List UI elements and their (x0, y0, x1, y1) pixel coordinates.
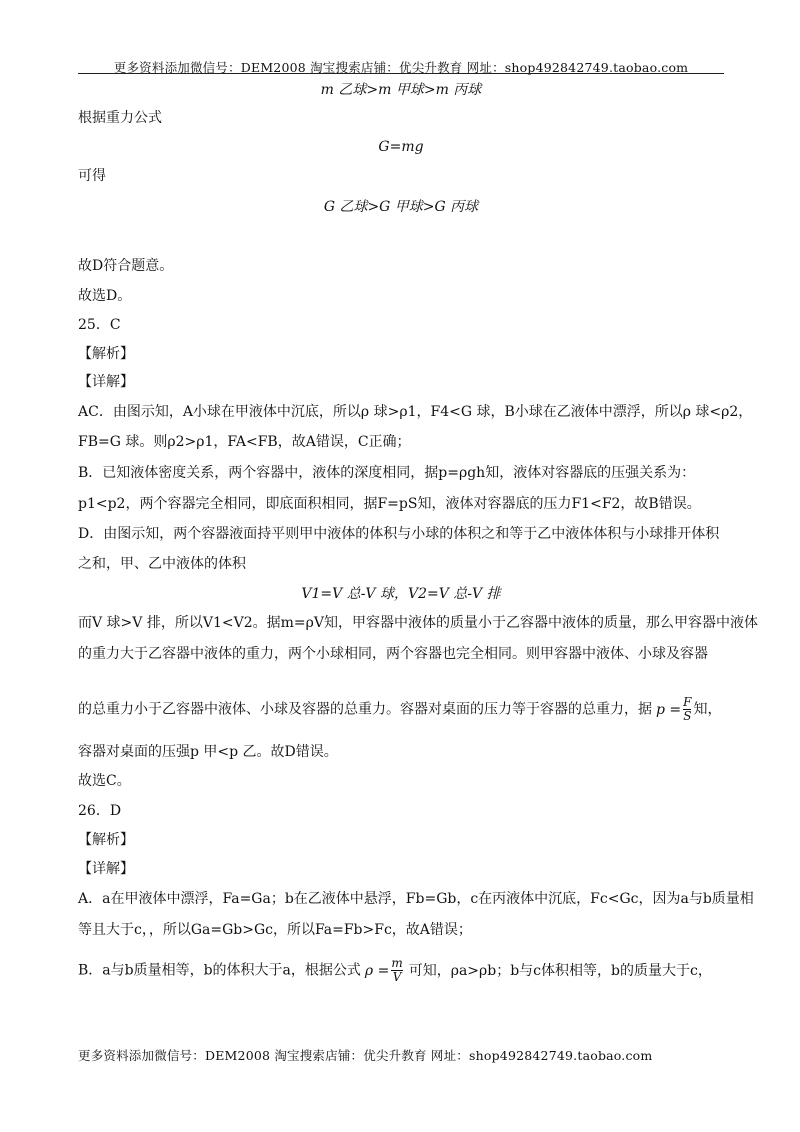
fraction-numerator: m (391, 956, 403, 970)
pressure-symbol: p = (656, 701, 682, 718)
page-header: 更多资料添加微信号：DEM2008 淘宝搜索店铺：优尖升教育 网址：shop492842749.taobao.com (113, 60, 689, 75)
text-line-with-formula (78, 696, 724, 723)
text-line-with-formula (78, 957, 724, 984)
fraction-denominator: S (683, 709, 692, 723)
text-line: 故D符合题意。 (78, 258, 174, 274)
text-segment: 的总重力小于乙容器中液体、小球及容器的总重力。容器对桌面的压力等于容器的总重力，据 (78, 701, 652, 718)
text-line: D．由图示知，两个容器液面持平则甲中液体的体积与小球的体积之和等于乙中液体体积与小球排开体积 (78, 526, 720, 542)
question-26-answer: 26．D (78, 803, 122, 819)
text-line: p1<p2，两个容器完全相同，即底面积相同，据F=pS知，液体对容器底的压力F1<F2，故B错误。 (78, 496, 701, 512)
text-line: 故选C。 (78, 773, 131, 789)
volume-formula: V1=V 总-V 球，V2=V 总-V 排 (301, 586, 501, 602)
text-line: 根据重力公式 (78, 110, 162, 126)
text-line: 的重力大于乙容器中液体的重力，两个小球相同，两个容器也完全相同。则甲容器中液体、小球及容器 (78, 646, 708, 662)
text-line: AC．由图示知，A小球在甲液体中沉底，所以ρ 球>ρ1，F4<G 球，B小球在乙液体中漂浮，所以ρ 球<ρ2， (78, 404, 753, 420)
detail-heading: 【详解】 (78, 861, 134, 877)
text-segment: B．a与b质量相等，b的体积大于a，根据公式 (78, 962, 361, 979)
text-line: 之和，甲、乙中液体的体积 (78, 556, 246, 572)
page-footer: 更多资料添加微信号：DEM2008 淘宝搜索店铺：优尖升教育 网址：shop492842749.taobao.com (78, 1048, 653, 1063)
text-line: A．a在甲液体中漂浮，Fa=Ga；b在乙液体中悬浮，Fb=Gb，c在丙液体中沉底，Fc<Gc，因为a与b质量相 (78, 891, 754, 907)
text-line: 容器对桌面的压强p 甲<p 乙。故D错误。 (78, 744, 338, 760)
weight-comparison: G 乙球>G 甲球>G 丙球 (323, 199, 479, 215)
fraction-numerator: F (683, 695, 692, 709)
text-segment: 可知，ρa>ρb；b与c体积相等，b的质量大于c， (408, 962, 712, 979)
fraction-denominator: V (392, 970, 402, 984)
detail-heading: 【详解】 (78, 374, 134, 390)
pressure-fraction (683, 696, 691, 723)
text-line: FB=G 球。则ρ2>ρ1，FA<FB，故A错误，C正确； (78, 434, 411, 450)
text-line: 等且大于c，，所以Ga=Gb>Gc，所以Fa=Fb>Fc，故A错误； (78, 922, 472, 938)
text-line: 而V 球>V 排，所以V1<V2。据m=ρV知，甲容器中液体的质量小于乙容器中液体的质量，那么甲容器中液体 (78, 615, 758, 631)
question-25-answer: 25．C (78, 317, 121, 333)
text-segment: 知， (693, 701, 722, 718)
density-fraction (391, 957, 402, 984)
density-symbol: ρ = (364, 962, 390, 979)
text-line: 可得 (78, 168, 106, 184)
mass-comparison: m 乙球>m 甲球>m 丙球 (320, 82, 482, 98)
analysis-heading: 【解析】 (78, 346, 134, 362)
text-line: B．已知液体密度关系，两个容器中，液体的深度相同，据p=ρgh知，液体对容器底的压强关系为： (78, 465, 696, 481)
header-divider (78, 73, 724, 74)
gravity-formula: G=mg (378, 139, 424, 155)
analysis-heading: 【解析】 (78, 832, 134, 848)
text-line: 故选D。 (78, 288, 132, 304)
